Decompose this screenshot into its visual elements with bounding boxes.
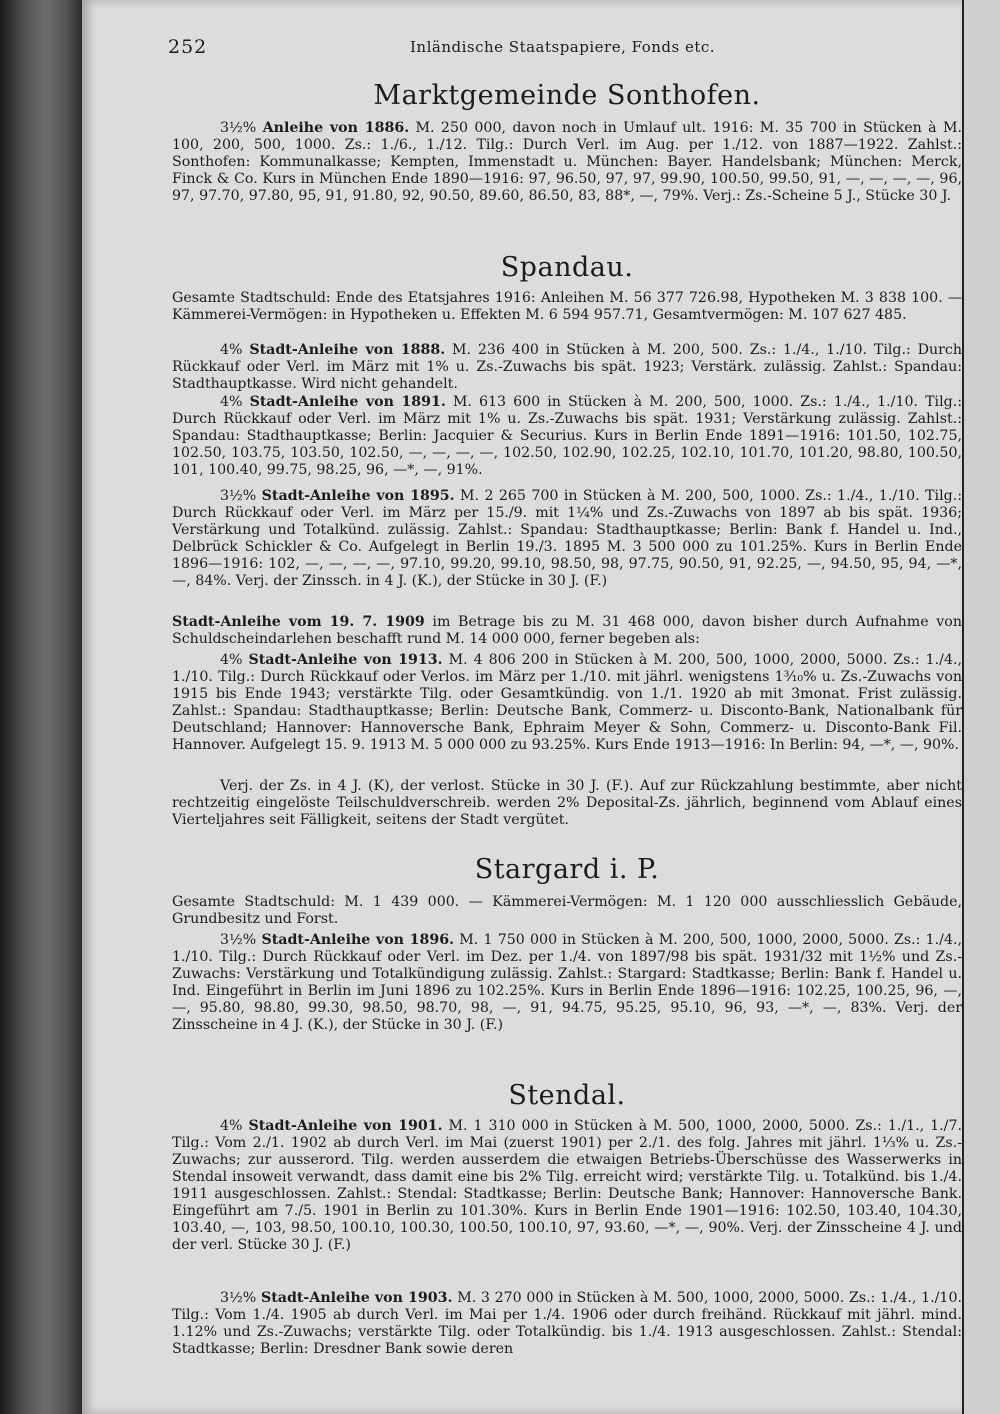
entry-text: M. 2 265 700 in Stücken à M. 200, 500, 1000. Zs.: 1./4., 1./10. Tilg.: Durch Rückkauf oder Verl. im März per 15./9. mit 1¼% und Zs.-Zuwachs von 1897 ab bis spät. 1936; Verstärkung und Totalkünd. zulässig. Zahlst.: Spandau: Stadthauptkasse; Berlin: Bank f. Handel u. Ind., Delbrück Schickler & Co. Aufgelegt in Berlin 19./3. 1895 M. 3 500 000 zu 101.25%. Kurs in Berlin Ende 1896—1916: 102, —, —, —, —, 97.10, 99.20, 99.10, 98.50, 98, 97.75, 90.50, 91, 92.25, —, 94.50, 95, 94, —*, —, 84%. Verj. der Zinssch. in 4 J. (K.), der Stücke in 30 J. (F.) [172, 488, 962, 589]
rate: 3½% [220, 932, 257, 948]
entry-text: M. 250 000, davon noch in Umlauf ult. 1916: M. 35 700 in Stücken à M. 100, 200, 500, 1000. Zs.: 1./6., 1./12. Tilg.: Durch Verl. im Aug. per 1./12. von 1887—1922. Zahlst.: Sonthofen: Kommunalkasse; Kempten, Immenstadt u. München: Bayer. Handelsbank; München: Merck, Finck & Co. Kurs in München Ende 1890—1916: 97, 96.50, 97, 97, 99.90, 100.50, 99.50, 91, —, —, —, —, 96, 97, 97.70, 97.80, 95, 91, 91.80, 92, 90.50, 89.60, 86.50, 83, 88*, —, 79%. Verj.: Zs.-Scheine 5 J., Stücke 30 J. [172, 120, 962, 204]
entry-spandau-1895 [172, 488, 962, 612]
entry-label: Stadt-Anleihe von 1888. [249, 342, 446, 358]
section-title-stendal: Stendal. [508, 1080, 626, 1111]
entry-label: Stadt-Anleihe von 1903. [260, 1290, 453, 1306]
section-title-sonthofen: Marktgemeinde Sonthofen. [373, 80, 761, 111]
entry-label: Stadt-Anleihe von 1895. [261, 488, 455, 504]
entry-text: M. 1 310 000 in Stücken à M. 500, 1000, 2000, 5000. Zs.: 1./1., 1./7. Tilg.: Vom 2./1. 1902 ab durch Verl. im Mai (zuerst 1901) per 2./1. des folg. Jahres mit jährl. 1⅓% u. Zs.-Zuwachs; zur ausserord. Tilg. werden ausserdem die etwaigen Betriebs-Überschüsse des Wasserwerks in Stendal insoweit verwandt, dass damit eine bis 2% Tilg. erreicht wird; verstärkte Tilg. u. Totalkünd. bis 1./4. 1911 ausgeschlossen. Zahlst.: Stendal: Stadtkasse; Berlin: Deutsche Bank; Hannover: Hannoversche Bank. Eingeführt am 7./5. 1901 in Berlin zu 101.30%. Kurs in Berlin Ende 1901—1916: 102.50, 103.40, 104.30, 103.40, —, 103, 98.50, 100.10, 100.30, 100.50, 100.10, 97, 93.60, —*, —, 90%. Verj. der Zinsscheine 4 J. und der verl. Stücke 30 J. (F.) [172, 1118, 962, 1253]
entry-label: Stadt-Anleihe von 1891. [249, 394, 446, 410]
section-title-spandau: Spandau. [500, 252, 634, 283]
entry-label: Stadt-Anleihe von 1913. [248, 652, 443, 668]
entry-text: M. 4 806 200 in Stücken à M. 200, 500, 1000, 2000, 5000. Zs.: 1./4., 1./10. Tilg.: Durch Rückkauf oder Verlos. im März per 1./10. mit jährl. wenigstens 1³⁄₁₀% u. Zs.-Zuwachs von 1915 bis Ende 1943; verstärkte Tilg. oder Gesamtkündig. von 1./1. 1920 ab mit 3monat. Frist zulässig. Zahlst.: Spandau: Stadthauptkasse; Berlin: Deutsche Bank, Commerz- u. Disconto-Bank, Nationalbank für Deutschland; Hannover: Hannoversche Bank, Ephraim Meyer & Sohn, Commerz- u. Disconto-Bank Fil. Hannover. Aufgelegt 15. 9. 1913 M. 5 000 000 zu 93.25%. Kurs Ende 1913—1916: In Berlin: 94, —*, —, 90%. [172, 652, 962, 753]
rate: 4% [220, 652, 243, 668]
entry-spandau-1909 [172, 614, 962, 650]
entry-spandau-1891 [172, 394, 962, 488]
entry-stargard-1896 [172, 932, 962, 1056]
entry-stendal-1903 [172, 1290, 962, 1394]
entry-label: Stadt-Anleihe von 1896. [261, 932, 455, 948]
adjacent-page-edge [962, 0, 1000, 1414]
entry-spandau-1913 [172, 652, 962, 776]
spandau-intro: Gesamte Stadtschuld: Ende des Etatsjahres 1916: Anleihen M. 56 377 726.98, Hypotheken M. 3 838 100. — Kämmerei-Vermögen: in Hypotheken u. Effekten M. 6 594 957.71, Gesamtvermögen: M. 107 627 485. [172, 290, 962, 323]
page-number: 252 [168, 36, 208, 58]
book-spine-shadow [0, 0, 82, 1414]
entry-label: Stadt-Anleihe von 1901. [248, 1118, 443, 1134]
entry-text: im Betrage bis zu M. 31 468 000, davon bisher durch Aufnahme von Schuldscheindarlehen beschafft rund M. 14 000 000, ferner begeben als: [172, 614, 962, 647]
entry-text: M. 3 270 000 in Stücken à M. 500, 1000, 2000, 5000. Zs.: 1./4., 1./10. Tilg.: Vom 1./4. 1905 ab durch Verl. im Mai per 1./4. 1906 oder durch freihänd. Rückkauf mit jährl. mind. 1.12% und Zs.-Zuwachs; verstärkte Tilg. oder Totalkündig. bis 1./4. 1913 ausgeschlossen. Zahlst.: Stendal: Stadtkasse; Berlin: Dresdner Bank sowie deren [172, 1290, 962, 1357]
rate: 3½% [220, 120, 257, 136]
entry-text: M. 1 750 000 in Stücken à M. 200, 500, 1000, 2000, 5000. Zs.: 1./4., 1./10. Tilg.: Durch Rückkauf oder Verl. im Dez. per 1./4. von 1897/98 bis spät. 1931/32 mit 1½% und Zs.-Zuwachs: Verstärkung und Totalkündigung zulässig. Zahlst.: Stargard: Stadtkasse; Berlin: Bank f. Handel u. Ind. Eingeführt in Berlin im Juni 1896 zu 102.25%. Kurs in Berlin Ende 1896—1916: 102.25, 100.25, 96, —, —, 95.80, 98.80, 99.30, 98.50, 98.70, 98, —, 91, 94.75, 95.25, 95.10, 96, 93, —*, —, 83%. Verj. der Zinsscheine in 4 J. (K.), der Stücke in 30 J. (F.) [172, 932, 962, 1033]
rate: 3½% [220, 488, 257, 504]
rate: 3½% [220, 1290, 257, 1306]
entry-sonthofen-1886 [172, 120, 962, 224]
running-title: Inländische Staatspapiere, Fonds etc. [410, 38, 716, 56]
entry-label: Stadt-Anleihe vom 19. 7. 1909 [172, 614, 425, 630]
rate: 4% [220, 1118, 243, 1134]
entry-text: M. 613 600 in Stücken à M. 200, 500, 1000. Zs.: 1./4., 1./10. Tilg.: Durch Rückkauf oder Verl. im März mit 1% u. Zs.-Zuwachs bis spät. 1931; Verstärkung zulässig. Zahlst.: Spandau: Stadthauptkasse; Berlin: Jacquier & Securius. Kurs in Berlin Ende 1891—1916: 101.50, 102.75, 102.50, 103.75, 103.50, 102.50, —, —, —, —, 102.50, 102.90, 102.25, 102.10, 101.70, 101.20, 98.80, 100.50, 101, 100.40, 99.75, 98.25, 96, —*, —, 91%. [172, 394, 962, 478]
entry-text: M. 236 400 in Stücken à M. 200, 500. Zs.: 1./4., 1./10. Tilg.: Durch Rückkauf oder Verl. im März mit 1% u. Zs.-Zuwachs bis spät. 1923; Verstärk. zulässig. Zahlst.: Spandau: Stadthauptkasse. Wird nicht gehandelt. [172, 342, 962, 392]
spandau-note: Verj. der Zs. in 4 J. (K), der verlost. Stücke in 30 J. (F.). Auf zur Rückzahlung bestimmte, aber nicht rechtzeitig eingelöste Teilschuldverschreib. werden 2% Deposital-Zs. jährlich, beginnend vom Ablauf eines Vierteljahres seit Fälligkeit, seitens der Stadt vergütet. [172, 778, 962, 828]
entry-label: Anleihe von 1886. [262, 120, 410, 136]
entry-stendal-1901 [172, 1118, 962, 1288]
rate: 4% [220, 342, 243, 358]
stargard-intro: Gesamte Stadtschuld: M. 1 439 000. — Kämmerei-Vermögen: M. 1 120 000 ausschliesslich Gebäude, Grundbesitz und Forst. [172, 894, 962, 927]
rate: 4% [220, 394, 243, 410]
entry-spandau-1888 [172, 342, 962, 394]
section-title-stargard: Stargard i. P. [474, 854, 660, 885]
